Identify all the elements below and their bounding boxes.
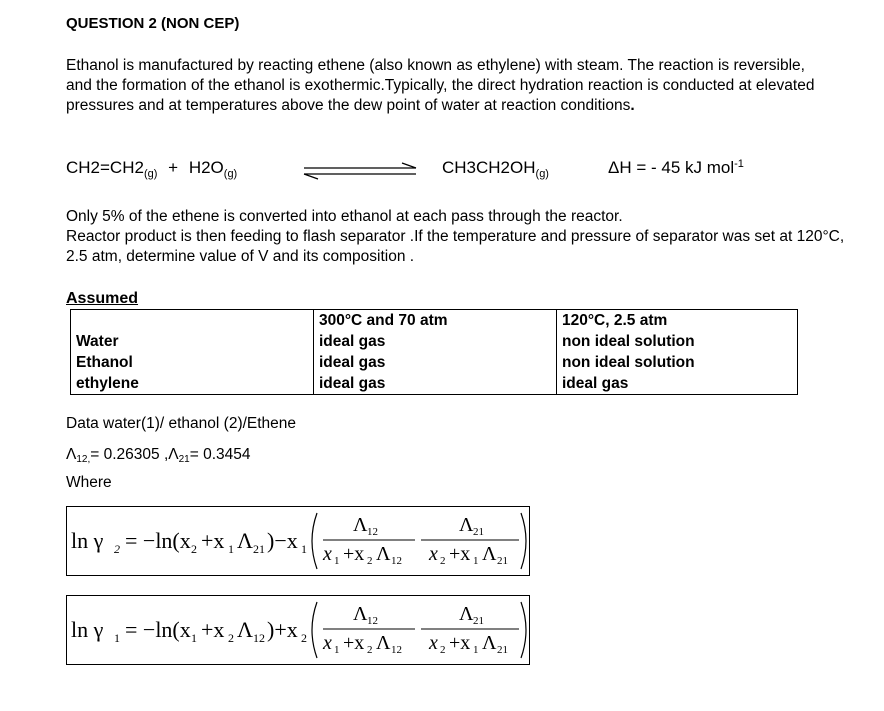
svg-text:Λ: Λ	[376, 543, 391, 565]
eq1-lhs-sub: 2	[114, 542, 120, 556]
svg-text:12: 12	[367, 615, 378, 627]
where-label: Where	[66, 474, 112, 491]
svg-text:Λ: Λ	[482, 543, 497, 565]
assumption-table	[70, 309, 798, 395]
svg-text:2: 2	[367, 644, 373, 656]
product-phase: (g)	[535, 168, 549, 180]
plus-sign: +	[168, 158, 179, 177]
intro-end: .	[630, 97, 635, 114]
separator-header: 120°C, 2.5 atm	[562, 312, 668, 329]
svg-text:Λ: Λ	[482, 632, 497, 654]
svg-text:2: 2	[440, 644, 446, 656]
intro-text: Ethanol is manufactured by reacting ethene (also known as ethylene) with steam. The reaction is reversible, and the formation of the ethanol is exothermic.Typically, the direct hydration reaction is conducted at elevated pressures and at temperatures above the dew point of water at reaction conditions	[66, 57, 815, 114]
enthalpy	[608, 158, 744, 178]
intro-paragraph	[66, 56, 826, 116]
eq2-lambda-sub: 12	[253, 631, 265, 645]
svg-text:x: x	[323, 632, 332, 654]
eq1-num2: Λ	[459, 514, 474, 536]
component-water: Water	[76, 333, 119, 350]
svg-text:1: 1	[334, 644, 340, 656]
separator-cell	[557, 310, 798, 395]
equilibrium-arrow-icon	[302, 160, 420, 184]
svg-text:x: x	[323, 543, 332, 565]
svg-text:Λ: Λ	[459, 603, 474, 625]
svg-text:21: 21	[473, 615, 484, 627]
reactant-ethene: CH2=CH2	[66, 158, 144, 177]
svg-text:1: 1	[473, 644, 479, 656]
eq2-part2: +x	[201, 617, 225, 642]
eq2-part3: )+x	[267, 617, 298, 642]
svg-text:+x: +x	[343, 543, 365, 565]
separator-ethanol: non ideal solution	[562, 354, 695, 371]
equation-ln-gamma2	[66, 506, 530, 576]
svg-text:21: 21	[497, 644, 508, 656]
svg-text:+x: +x	[449, 632, 471, 654]
eq1-num2-sub: 21	[473, 526, 484, 538]
component-ethylene: ethylene	[76, 375, 139, 392]
svg-text:21: 21	[497, 555, 508, 567]
lambda12-symbol: Λ	[66, 446, 77, 463]
lambda21-sub: 21	[178, 454, 190, 465]
data-line: Data water(1)/ ethanol (2)/Ethene	[66, 415, 297, 432]
lambda12-value: = 0.26305 ,	[90, 446, 169, 463]
eq2-lambda: Λ	[237, 617, 253, 642]
svg-text:x: x	[429, 632, 438, 654]
separator-ethylene: ideal gas	[562, 375, 629, 392]
svg-text:x: x	[429, 543, 438, 565]
reactor-ethanol: ideal gas	[319, 354, 386, 371]
svg-text:+x: +x	[449, 543, 471, 565]
problem-line-2: Reactor product is then feeding to flash separator .If the temperature and pressure of separator was set at 120°C, 2.5 atm, determine value of V and its composition .	[66, 228, 845, 265]
eq2-x2-sub: 2	[228, 631, 234, 645]
eq1-lhs: ln γ	[71, 528, 104, 553]
eq2-x1-sub: 1	[191, 631, 197, 645]
assumed-label: Assumed	[66, 290, 139, 307]
eq1-num1: Λ	[353, 514, 368, 536]
reactants	[66, 158, 237, 180]
component-cell	[71, 310, 314, 395]
eq1-num1-sub: 12	[367, 526, 378, 538]
eq1-part3: )−x	[267, 528, 298, 553]
svg-text:2: 2	[367, 555, 373, 567]
svg-text:Λ: Λ	[353, 603, 368, 625]
eq2-lhs-sub: 1	[114, 631, 120, 645]
svg-text:Λ: Λ	[376, 632, 391, 654]
question-title: QUESTION 2 (NON CEP)	[66, 15, 240, 32]
eq1-x2-sub: 2	[191, 542, 197, 556]
svg-text:1: 1	[473, 555, 479, 567]
reactor-header: 300°C and 70 atm	[319, 312, 448, 329]
svg-text:12: 12	[391, 644, 402, 656]
lambda21-symbol: Λ	[168, 446, 179, 463]
enthalpy-text: ΔH = - 45 kJ mol	[608, 158, 735, 177]
equation-ln-gamma1	[66, 595, 530, 665]
enthalpy-exponent: -1	[734, 158, 744, 170]
reactant-water-phase: (g)	[223, 168, 238, 180]
eq2-x2b-sub: 2	[301, 631, 307, 645]
svg-text:1: 1	[334, 555, 340, 567]
product	[442, 158, 549, 180]
eq1-x1-sub: 1	[228, 542, 234, 556]
reactor-ethylene: ideal gas	[319, 375, 386, 392]
lambda-values	[66, 446, 251, 465]
table-row	[71, 310, 798, 395]
reactant-ethene-phase: (g)	[143, 168, 158, 180]
eq1-part2: +x	[201, 528, 225, 553]
problem-line-1: Only 5% of the ethene is converted into ethanol at each pass through the reactor.	[66, 208, 623, 225]
reactor-cell	[314, 310, 557, 395]
reactor-water: ideal gas	[319, 333, 386, 350]
eq2-lhs: ln γ	[71, 617, 104, 642]
lambda21-value: = 0.3454	[189, 446, 251, 463]
reactant-water: H2O	[188, 158, 224, 177]
svg-text:+x: +x	[343, 632, 365, 654]
component-ethanol: Ethanol	[76, 354, 133, 371]
lambda12-sub: 12,	[76, 454, 91, 465]
eq1-lambda: Λ	[237, 528, 253, 553]
svg-text:12: 12	[391, 555, 402, 567]
eq1-part1: = −ln(x	[125, 528, 191, 553]
product-ethanol: CH3CH2OH	[442, 158, 536, 177]
eq1-lambda-sub: 21	[253, 542, 265, 556]
problem-statement	[66, 207, 846, 267]
eq2-part1: = −ln(x	[125, 617, 191, 642]
eq1-x1b-sub: 1	[301, 542, 307, 556]
svg-text:2: 2	[440, 555, 446, 567]
separator-water: non ideal solution	[562, 333, 695, 350]
